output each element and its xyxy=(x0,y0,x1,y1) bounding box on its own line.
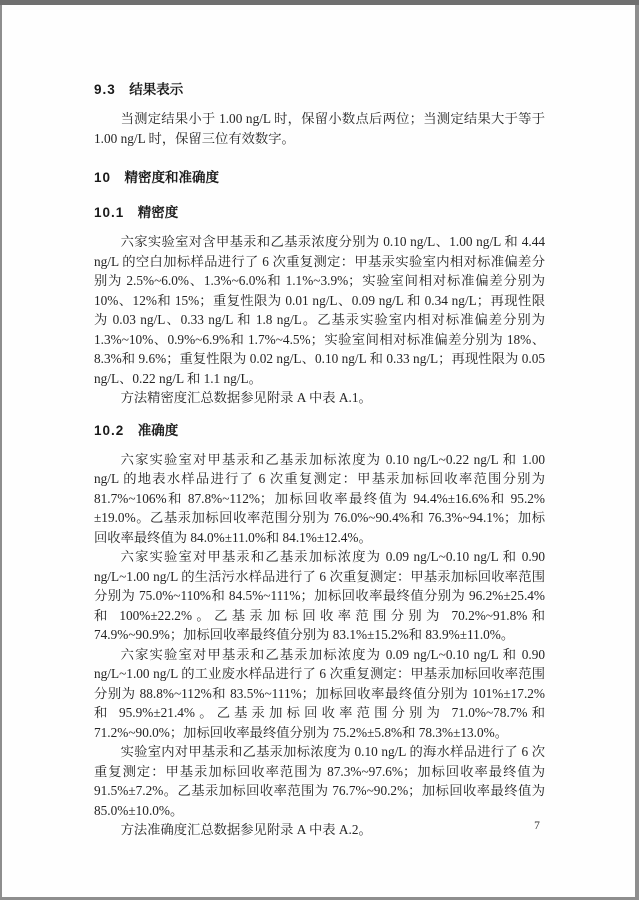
paragraph-accuracy-surface-water: 六家实验室对甲基汞和乙基汞加标浓度为 0.10 ng/L~0.22 ng/L 和 1.00 ng/L 的地表水样品进行了 6 次重复测定：甲基汞加标回收率范围分别为 81.7%~106%和 87.8%~112%；加标回收率最终值为 94.4%±16.6%和 95.2%±19.0%。乙基汞加标回收率范围分别为 76.0%~90.4%和 76.3%~94.1%；加标回收率最终值为 84.0%±11.0%和 84.1%±12.4%。 xyxy=(94,451,545,545)
heading-title: 准确度 xyxy=(137,422,179,438)
paragraph-accuracy-industrial-wastewater: 六家实验室对甲基汞和乙基汞加标浓度为 0.09 ng/L~0.10 ng/L 和 0.90 ng/L~1.00 ng/L 的工业废水样品进行了 6 次重复测定：甲基汞加标回收率范围分别为 88.8%~112%和 83.5%~111%；加标回收率最终值分别为 101%±17.2%和 95.9%±21.4%。乙基汞加标回收率范围分别为 71.0%~78.7%和 71.2%~90.0%；加标回收率最终值分别为 75.2%±5.8%和 78.3%±13.0%。 xyxy=(94,646,545,740)
document-page xyxy=(2,5,635,897)
heading-title: 精密度和准确度 xyxy=(124,170,220,185)
heading-number: 10 xyxy=(94,170,112,185)
heading-title: 精密度 xyxy=(137,205,179,220)
heading-title: 结果表示 xyxy=(129,82,184,97)
heading-9-3-result-expression xyxy=(94,80,545,100)
heading-number: 9.3 xyxy=(94,82,116,97)
page-number: 7 xyxy=(534,820,540,832)
heading-number: 10.2 xyxy=(94,422,125,438)
paragraph-accuracy-appendix-ref: 方法准确度汇总数据参见附录 A 中表 A.2。 xyxy=(120,822,372,837)
heading-number: 10.1 xyxy=(94,205,125,220)
paragraph-accuracy-domestic-sewage: 六家实验室对甲基汞和乙基汞加标浓度为 0.09 ng/L~0.10 ng/L 和 0.90 ng/L~1.00 ng/L 的生活污水样品进行了 6 次重复测定：甲基汞加标回收率范围分别为 75.0%~110%和 84.5%~111%；加标回收率最终值分别为 96.2%±25.4%和 100%±22.2%。乙基汞加标回收率范围分别为 70.2%~91.8%和 74.9%~90.9%；加标回收率最终值分别为 83.1%±15.2%和 83.9%±11.0%。 xyxy=(94,549,545,642)
paragraph-result-expression: 当测定结果小于 1.00 ng/L 时，保留小数点后两位；当测定结果大于等于 1.00 ng/L 时，保留三位有效数字。 xyxy=(94,111,545,146)
paragraph-precision-appendix-ref: 方法精密度汇总数据参见附录 A 中表 A.1。 xyxy=(120,390,372,405)
paragraph-accuracy-seawater: 实验室内对甲基汞和乙基汞加标浓度为 0.10 ng/L 的海水样品进行了 6 次重复测定：甲基汞加标回收率范围为 87.3%~97.6%；加标回收率最终值为 91.5%±7.2%。乙基汞加标回收率范围为 76.7%~90.2%；加标回收率最终值为 85.0%±10.0%。 xyxy=(94,744,545,818)
heading-10-2-accuracy xyxy=(94,421,545,441)
heading-10-1-precision xyxy=(94,203,545,223)
paragraph-precision-data: 六家实验室对含甲基汞和乙基汞浓度分别为 0.10 ng/L、1.00 ng/L 和 4.44 ng/L 的空白加标样品进行了 6 次重复测定：甲基汞实验室内相对标准偏差分别为 2.5%~6.0%、1.3%~6.0%和 1.1%~3.9%；实验室间相对标准偏差分别为 10%、12%和 15%；重复性限为 0.01 ng/L、0.09 ng/L 和 0.34 ng/L；再现性限为 0.03 ng/L、0.33 ng/L 和 1.8 ng/L。乙基汞实验室内相对标准偏差分别为 1.3%~10%、0.9%~6.9%和 1.7%~4.5%；实验室间相对标准偏差分别为 18%、8.3%和 9.6%；重复性限为 0.02 ng/L、0.10 ng/L 和 0.33 ng/L；再现性限为 0.05 ng/L、0.22 ng/L 和 1.1 ng/L。 xyxy=(94,234,545,386)
heading-10-precision-accuracy xyxy=(94,168,545,188)
page-content xyxy=(2,5,635,840)
